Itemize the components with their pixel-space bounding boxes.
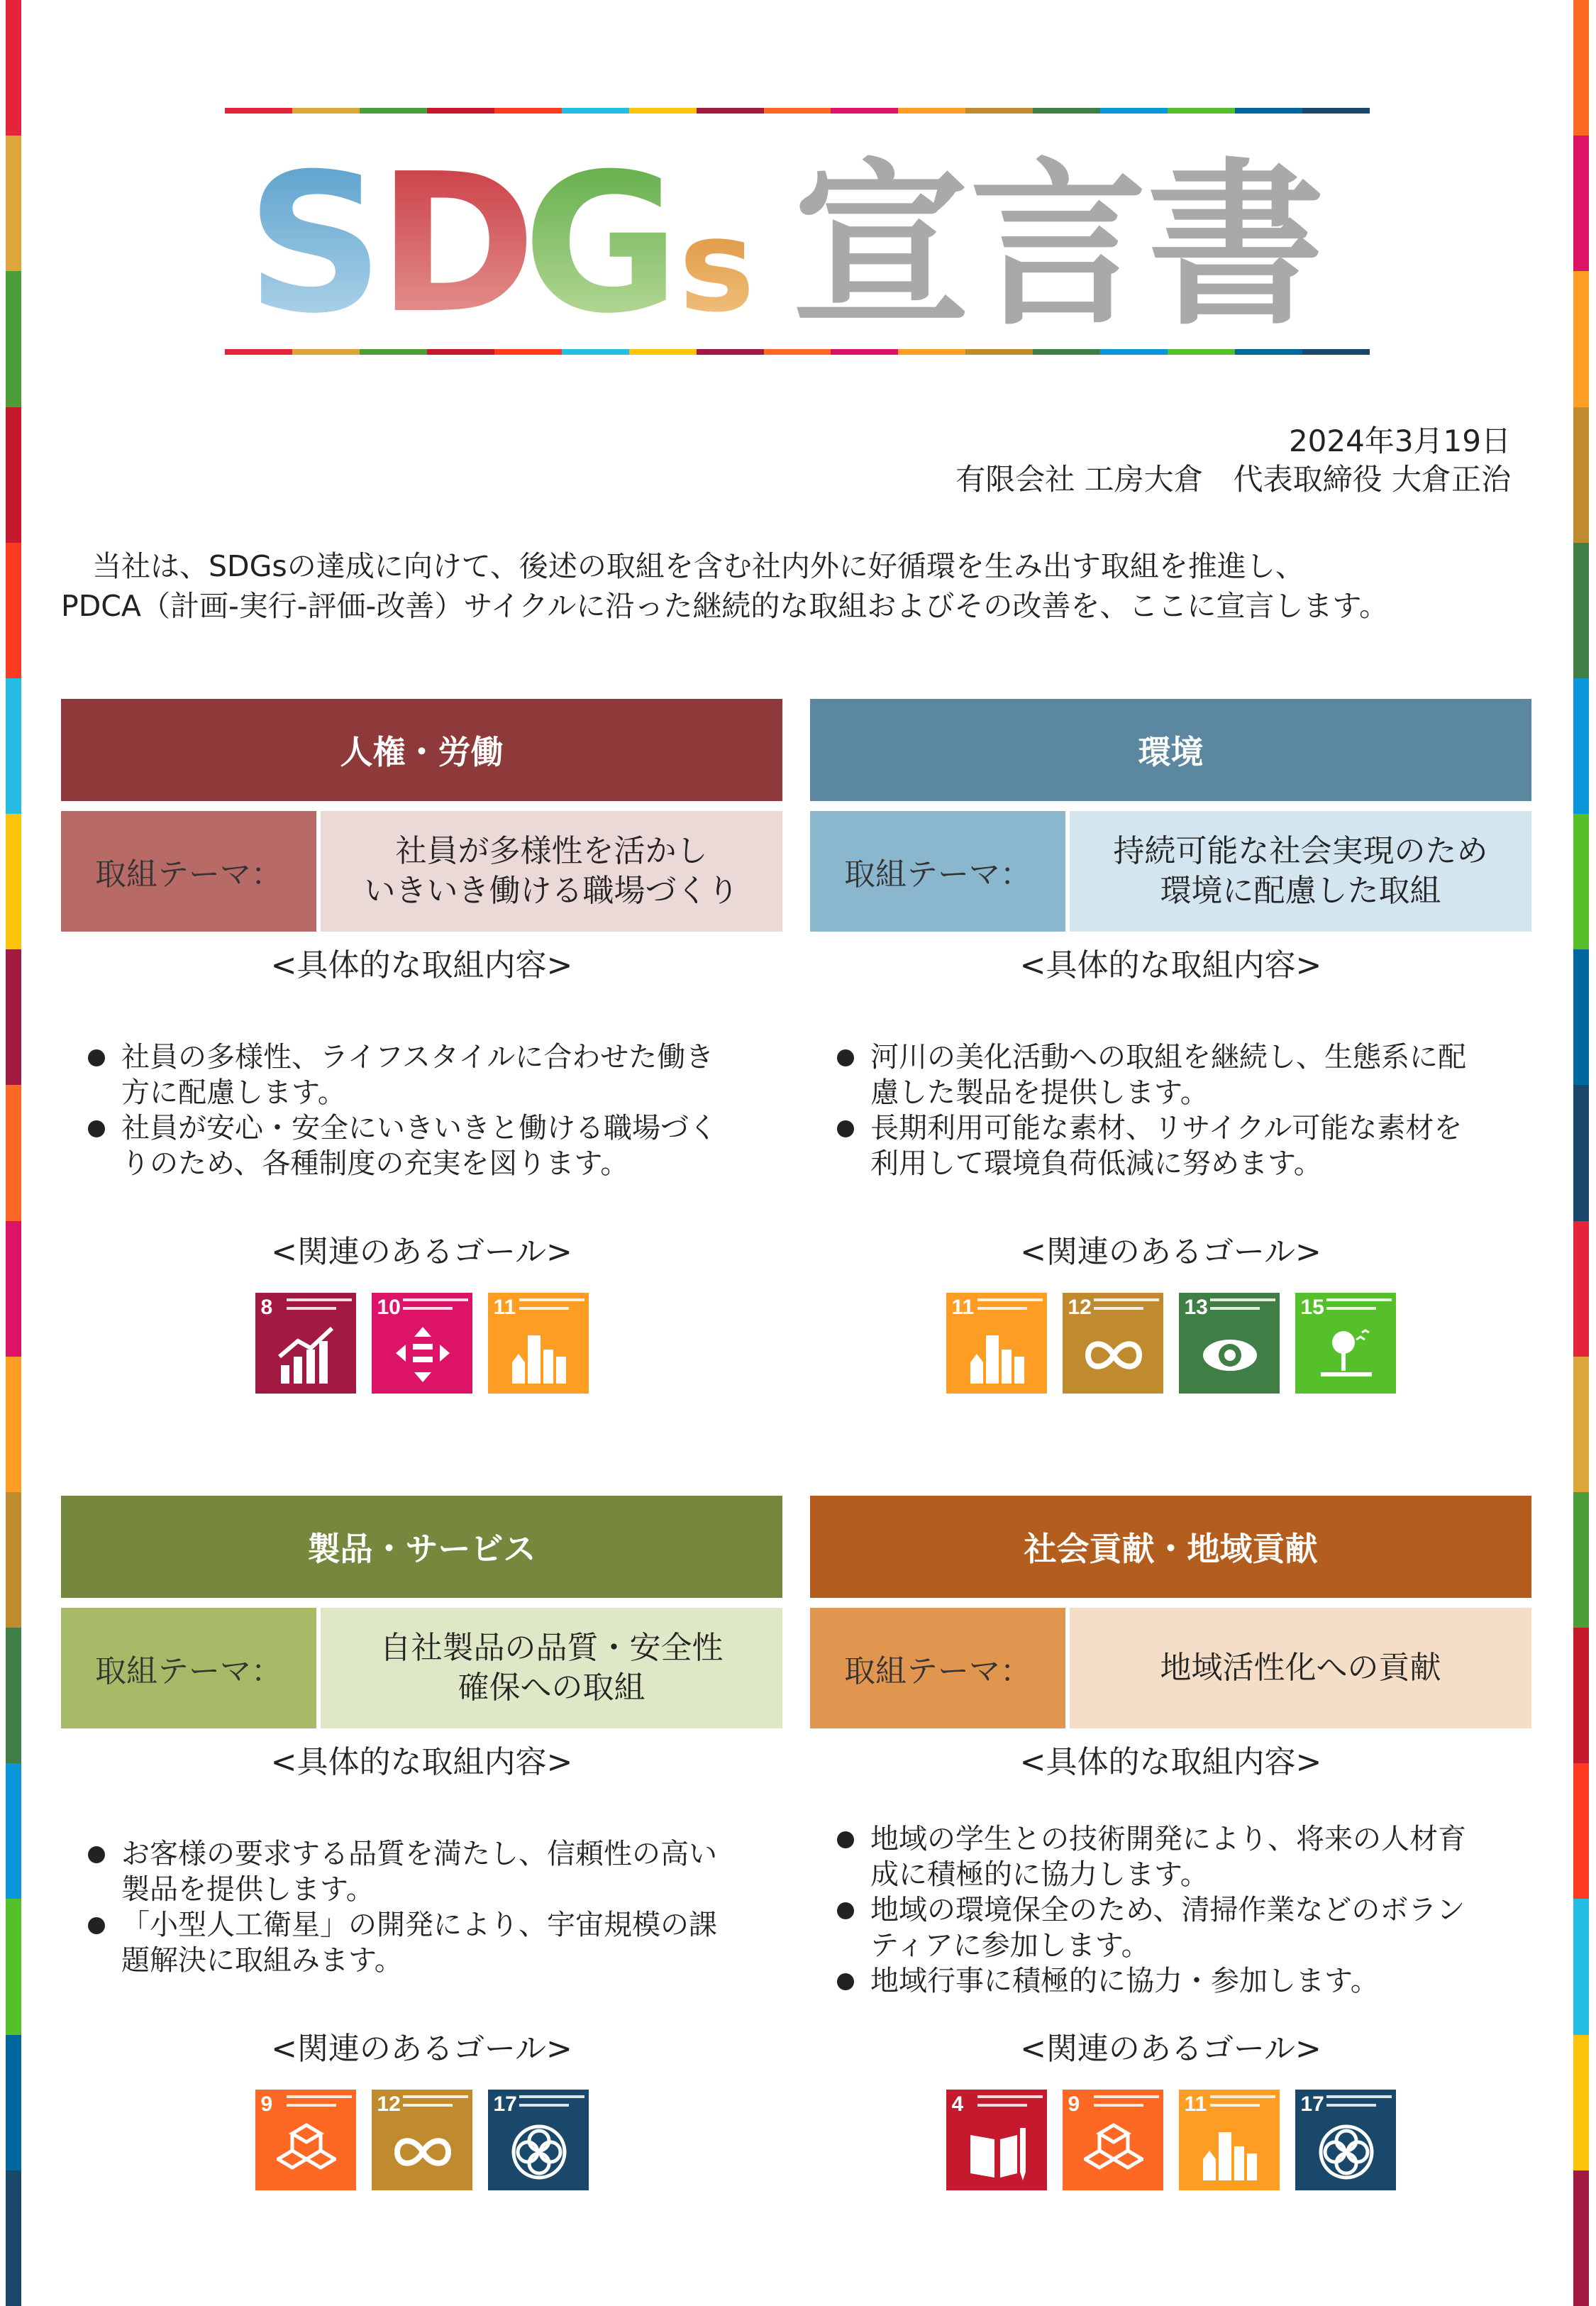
stripe-segment xyxy=(6,407,21,543)
details-list xyxy=(831,1039,1512,1181)
stripe-segment xyxy=(1033,108,1100,114)
details-list xyxy=(82,1039,763,1181)
goal-glyph xyxy=(968,2122,1027,2182)
stripe-segment xyxy=(1302,349,1370,355)
goal-number: 11 xyxy=(1184,2092,1207,2116)
quality-education-icon xyxy=(946,2090,1047,2190)
stripe-segment xyxy=(1573,1492,1589,1628)
bullet-icon xyxy=(837,1049,854,1066)
goal-number: 13 xyxy=(1184,1296,1208,1319)
goal-glyph xyxy=(509,1325,569,1385)
goal-number: 17 xyxy=(1300,2092,1324,2116)
stripe-segment xyxy=(764,108,831,114)
life-on-land-icon xyxy=(1295,1293,1396,1394)
bullet-icon xyxy=(837,1973,854,1990)
details-list xyxy=(82,1836,763,1978)
title-letter-d: D xyxy=(377,132,537,344)
details-heading: <具体的な取組内容> xyxy=(270,1744,573,1780)
goals-heading: <関連のあるゴール> xyxy=(271,2031,572,2067)
bullet-icon xyxy=(88,1120,105,1137)
list-item: 河川の美化活動への取組を継続し、生態系に配 慮した製品を提供します。 xyxy=(831,1039,1512,1110)
stripe-segment xyxy=(831,108,898,114)
intro-line-1: 当社は、SDGsの達成に向けて、後述の取組を含む社内外に好循環を生み出す取組を推進し、 xyxy=(92,549,1304,583)
list-item: 地域の環境保全のため、清掃作業などのボラン ティアに参加します。 xyxy=(831,1892,1512,1963)
stripe-segment xyxy=(1168,108,1235,114)
stripe-segment xyxy=(1302,108,1370,114)
industry-innovation-icon xyxy=(1063,2090,1163,2190)
stripe-segment xyxy=(6,543,21,678)
list-item: 長期利用可能な素材、リサイクル可能な素材を 利用して環境負荷低減に努めます。 xyxy=(831,1110,1512,1181)
stripe-segment xyxy=(6,1628,21,1763)
goal-glyph xyxy=(1084,1325,1143,1385)
goal-icons xyxy=(61,1293,782,1394)
stripe-segment xyxy=(225,349,292,355)
stripe-segment xyxy=(6,1085,21,1220)
stripe-segment xyxy=(360,108,427,114)
details-heading: <具体的な取組内容> xyxy=(270,947,573,983)
section-header: 社会貢献・地域貢献 xyxy=(810,1496,1531,1598)
bullet-icon xyxy=(88,1049,105,1066)
title-letter-s: S xyxy=(246,132,384,344)
list-item: 「小型人工衛星」の開発により、宇宙規模の課 題解決に取組みます。 xyxy=(82,1907,763,1978)
section-products-services xyxy=(61,1496,782,1784)
stripe-segment xyxy=(898,349,965,355)
goal-glyph xyxy=(277,1325,336,1385)
theme-line: 地域活性化への貢献 xyxy=(1160,1650,1441,1686)
stripe-segment xyxy=(225,108,292,114)
declaration-intro xyxy=(61,546,1551,626)
stripe-segment xyxy=(1100,349,1168,355)
goal-glyph xyxy=(1084,2122,1143,2182)
stripe-segment xyxy=(1573,543,1589,678)
stripe-segment xyxy=(494,349,562,355)
stripe-segment xyxy=(1100,108,1168,114)
list-item: 社員の多様性、ライフスタイルに合わせた働き 方に配慮します。 xyxy=(82,1039,763,1110)
bullet-icon xyxy=(837,1120,854,1137)
goal-number: 17 xyxy=(493,2092,517,2116)
stripe-segment xyxy=(6,1899,21,2034)
sustainable-cities-icon xyxy=(1179,2090,1280,2190)
stripe-segment xyxy=(1033,349,1100,355)
stripe-segment xyxy=(427,349,494,355)
reduced-inequalities-icon xyxy=(372,1293,472,1394)
stripe-segment xyxy=(1573,1357,1589,1492)
stripe-segment xyxy=(360,349,427,355)
stripe-segment xyxy=(965,108,1033,114)
date: 2024年3月19日 xyxy=(1288,424,1511,458)
stripe-segment xyxy=(6,136,21,271)
goals-heading: <関連のあるゴール> xyxy=(1020,2031,1321,2067)
stripe-segment xyxy=(6,2035,21,2170)
goals-heading: <関連のあるゴール> xyxy=(1020,1234,1321,1270)
goal-glyph xyxy=(1317,1325,1376,1385)
goal-number: 11 xyxy=(951,1296,975,1319)
bullet-icon xyxy=(837,1902,854,1919)
section-header: 環境 xyxy=(810,699,1531,801)
stripe-segment xyxy=(965,349,1033,355)
stripe-segment xyxy=(1573,407,1589,543)
stripe-segment xyxy=(1235,349,1302,355)
intro-line-2: PDCA（計画-実行-評価-改善）サイクルに沿った継続的な取組およびその改善を、ここに宣言します。 xyxy=(61,589,1389,623)
stripe-segment xyxy=(1573,2035,1589,2170)
stripe-segment xyxy=(6,1221,21,1357)
stripe-segment xyxy=(1573,2170,1589,2306)
theme-line: 持続可能な社会実現のため xyxy=(1113,833,1488,869)
stripe-segment xyxy=(1573,136,1589,271)
document-title xyxy=(225,124,1370,344)
stripe-segment xyxy=(697,108,764,114)
section-header: 製品・サービス xyxy=(61,1496,782,1598)
goal-glyph xyxy=(509,2122,569,2182)
goal-number: 10 xyxy=(377,1296,401,1319)
decent-work-growth-icon xyxy=(255,1293,356,1394)
details-list xyxy=(831,1821,1512,1999)
sustainable-cities-icon xyxy=(488,1293,589,1394)
goal-glyph xyxy=(1317,2122,1376,2182)
stripe-segment xyxy=(764,349,831,355)
theme-label: 取組テーマ： xyxy=(810,1608,1065,1728)
stripe-segment xyxy=(629,349,697,355)
goals-heading: <関連のあるゴール> xyxy=(271,1234,572,1270)
responsible-consumption-icon xyxy=(1063,1293,1163,1394)
goal-number: 12 xyxy=(377,2092,401,2116)
section-human-rights xyxy=(61,699,782,987)
goal-icons xyxy=(810,1293,1531,1394)
stripe-segment xyxy=(6,0,21,136)
stripe-segment xyxy=(562,349,629,355)
bullet-icon xyxy=(88,1846,105,1863)
stripe-segment xyxy=(6,814,21,949)
climate-action-icon xyxy=(1179,1293,1280,1394)
theme-text xyxy=(321,1608,782,1728)
stripe-segment xyxy=(6,2170,21,2306)
list-item: 地域の学生との技術開発により、将来の人材育 成に積極的に協力します。 xyxy=(831,1821,1512,1892)
goal-number: 9 xyxy=(1068,2092,1080,2116)
goal-number: 15 xyxy=(1300,1296,1324,1319)
stripe-segment xyxy=(562,108,629,114)
left-color-stripe xyxy=(6,0,21,2306)
theme-label: 取組テーマ： xyxy=(810,811,1065,932)
goal-number: 8 xyxy=(260,1296,273,1319)
theme-row xyxy=(61,1608,782,1728)
section-community xyxy=(810,1496,1531,1784)
title-top-rule xyxy=(225,108,1370,114)
stripe-segment xyxy=(1573,1628,1589,1763)
list-item: お客様の要求する品質を満たし、信頼性の高い 製品を提供します。 xyxy=(82,1836,763,1907)
stripe-segment xyxy=(1573,814,1589,949)
stripe-segment xyxy=(1573,271,1589,407)
theme-text xyxy=(321,811,782,932)
theme-row xyxy=(810,1608,1531,1728)
partnerships-icon xyxy=(488,2090,589,2190)
stripe-segment xyxy=(1168,349,1235,355)
stripe-segment xyxy=(6,1357,21,1492)
industry-innovation-icon xyxy=(255,2090,356,2190)
goal-glyph xyxy=(393,1325,453,1385)
title-japanese: 宣言書 xyxy=(792,143,1324,344)
goal-icons xyxy=(810,2090,1531,2190)
goal-number: 11 xyxy=(493,1296,516,1319)
details-heading: <具体的な取組内容> xyxy=(1019,1744,1322,1780)
goal-number: 4 xyxy=(951,2092,964,2116)
goal-icons xyxy=(61,2090,782,2190)
stripe-segment xyxy=(629,108,697,114)
section-header: 人権・労働 xyxy=(61,699,782,801)
theme-line: 社員が多様性を活かし xyxy=(395,833,708,869)
signature: 有限会社 工房大倉 代表取締役 大倉正治 xyxy=(955,462,1511,497)
sustainable-cities-icon xyxy=(946,1293,1047,1394)
stripe-segment xyxy=(1573,1899,1589,2034)
goal-glyph xyxy=(277,2122,336,2182)
bullet-icon xyxy=(837,1831,854,1848)
theme-row xyxy=(61,811,782,932)
list-item: 社員が安心・安全にいきいきと働ける職場づく りのため、各種制度の充実を図ります。 xyxy=(82,1110,763,1181)
partnerships-icon xyxy=(1295,2090,1396,2190)
stripe-segment xyxy=(427,108,494,114)
title-letter-g: G xyxy=(523,132,680,344)
stripe-segment xyxy=(292,108,360,114)
theme-line: 環境に配慮した取組 xyxy=(1160,873,1441,909)
stripe-segment xyxy=(697,349,764,355)
theme-label: 取組テーマ： xyxy=(61,1608,316,1728)
goal-glyph xyxy=(1200,1325,1260,1385)
stripe-segment xyxy=(898,108,965,114)
theme-line: 自社製品の品質・安全性 xyxy=(379,1630,724,1666)
title-bottom-rule xyxy=(225,349,1370,355)
stripe-segment xyxy=(6,1492,21,1628)
theme-label: 取組テーマ： xyxy=(61,811,316,932)
stripe-segment xyxy=(6,678,21,814)
stripe-segment xyxy=(292,349,360,355)
stripe-segment xyxy=(831,349,898,355)
stripe-segment xyxy=(1573,949,1589,1085)
bullet-icon xyxy=(88,1917,105,1934)
goal-glyph xyxy=(1200,2122,1260,2182)
stripe-segment xyxy=(494,108,562,114)
theme-text xyxy=(1070,1608,1531,1728)
stripe-segment xyxy=(6,271,21,407)
section-environment xyxy=(810,699,1531,987)
goal-number: 12 xyxy=(1068,1296,1092,1319)
goal-glyph xyxy=(968,1325,1027,1385)
stripe-segment xyxy=(6,1763,21,1899)
right-color-stripe xyxy=(1573,0,1589,2306)
stripe-segment xyxy=(1235,108,1302,114)
stripe-segment xyxy=(1573,1221,1589,1357)
stripe-segment xyxy=(1573,1763,1589,1899)
theme-line: いきいき働ける職場づくり xyxy=(364,873,739,909)
theme-row xyxy=(810,811,1531,932)
stripe-segment xyxy=(1573,0,1589,136)
theme-text xyxy=(1070,811,1531,932)
details-heading: <具体的な取組内容> xyxy=(1019,947,1322,983)
goal-number: 9 xyxy=(260,2092,273,2116)
stripe-segment xyxy=(6,949,21,1085)
goal-glyph xyxy=(393,2122,453,2182)
responsible-consumption-icon xyxy=(372,2090,472,2190)
stripe-segment xyxy=(1573,678,1589,814)
theme-line: 確保への取組 xyxy=(458,1670,645,1706)
list-item: 地域行事に積極的に協力・参加します。 xyxy=(831,1963,1512,1999)
title-letter-small-s: s xyxy=(679,192,755,341)
stripe-segment xyxy=(1573,1085,1589,1220)
